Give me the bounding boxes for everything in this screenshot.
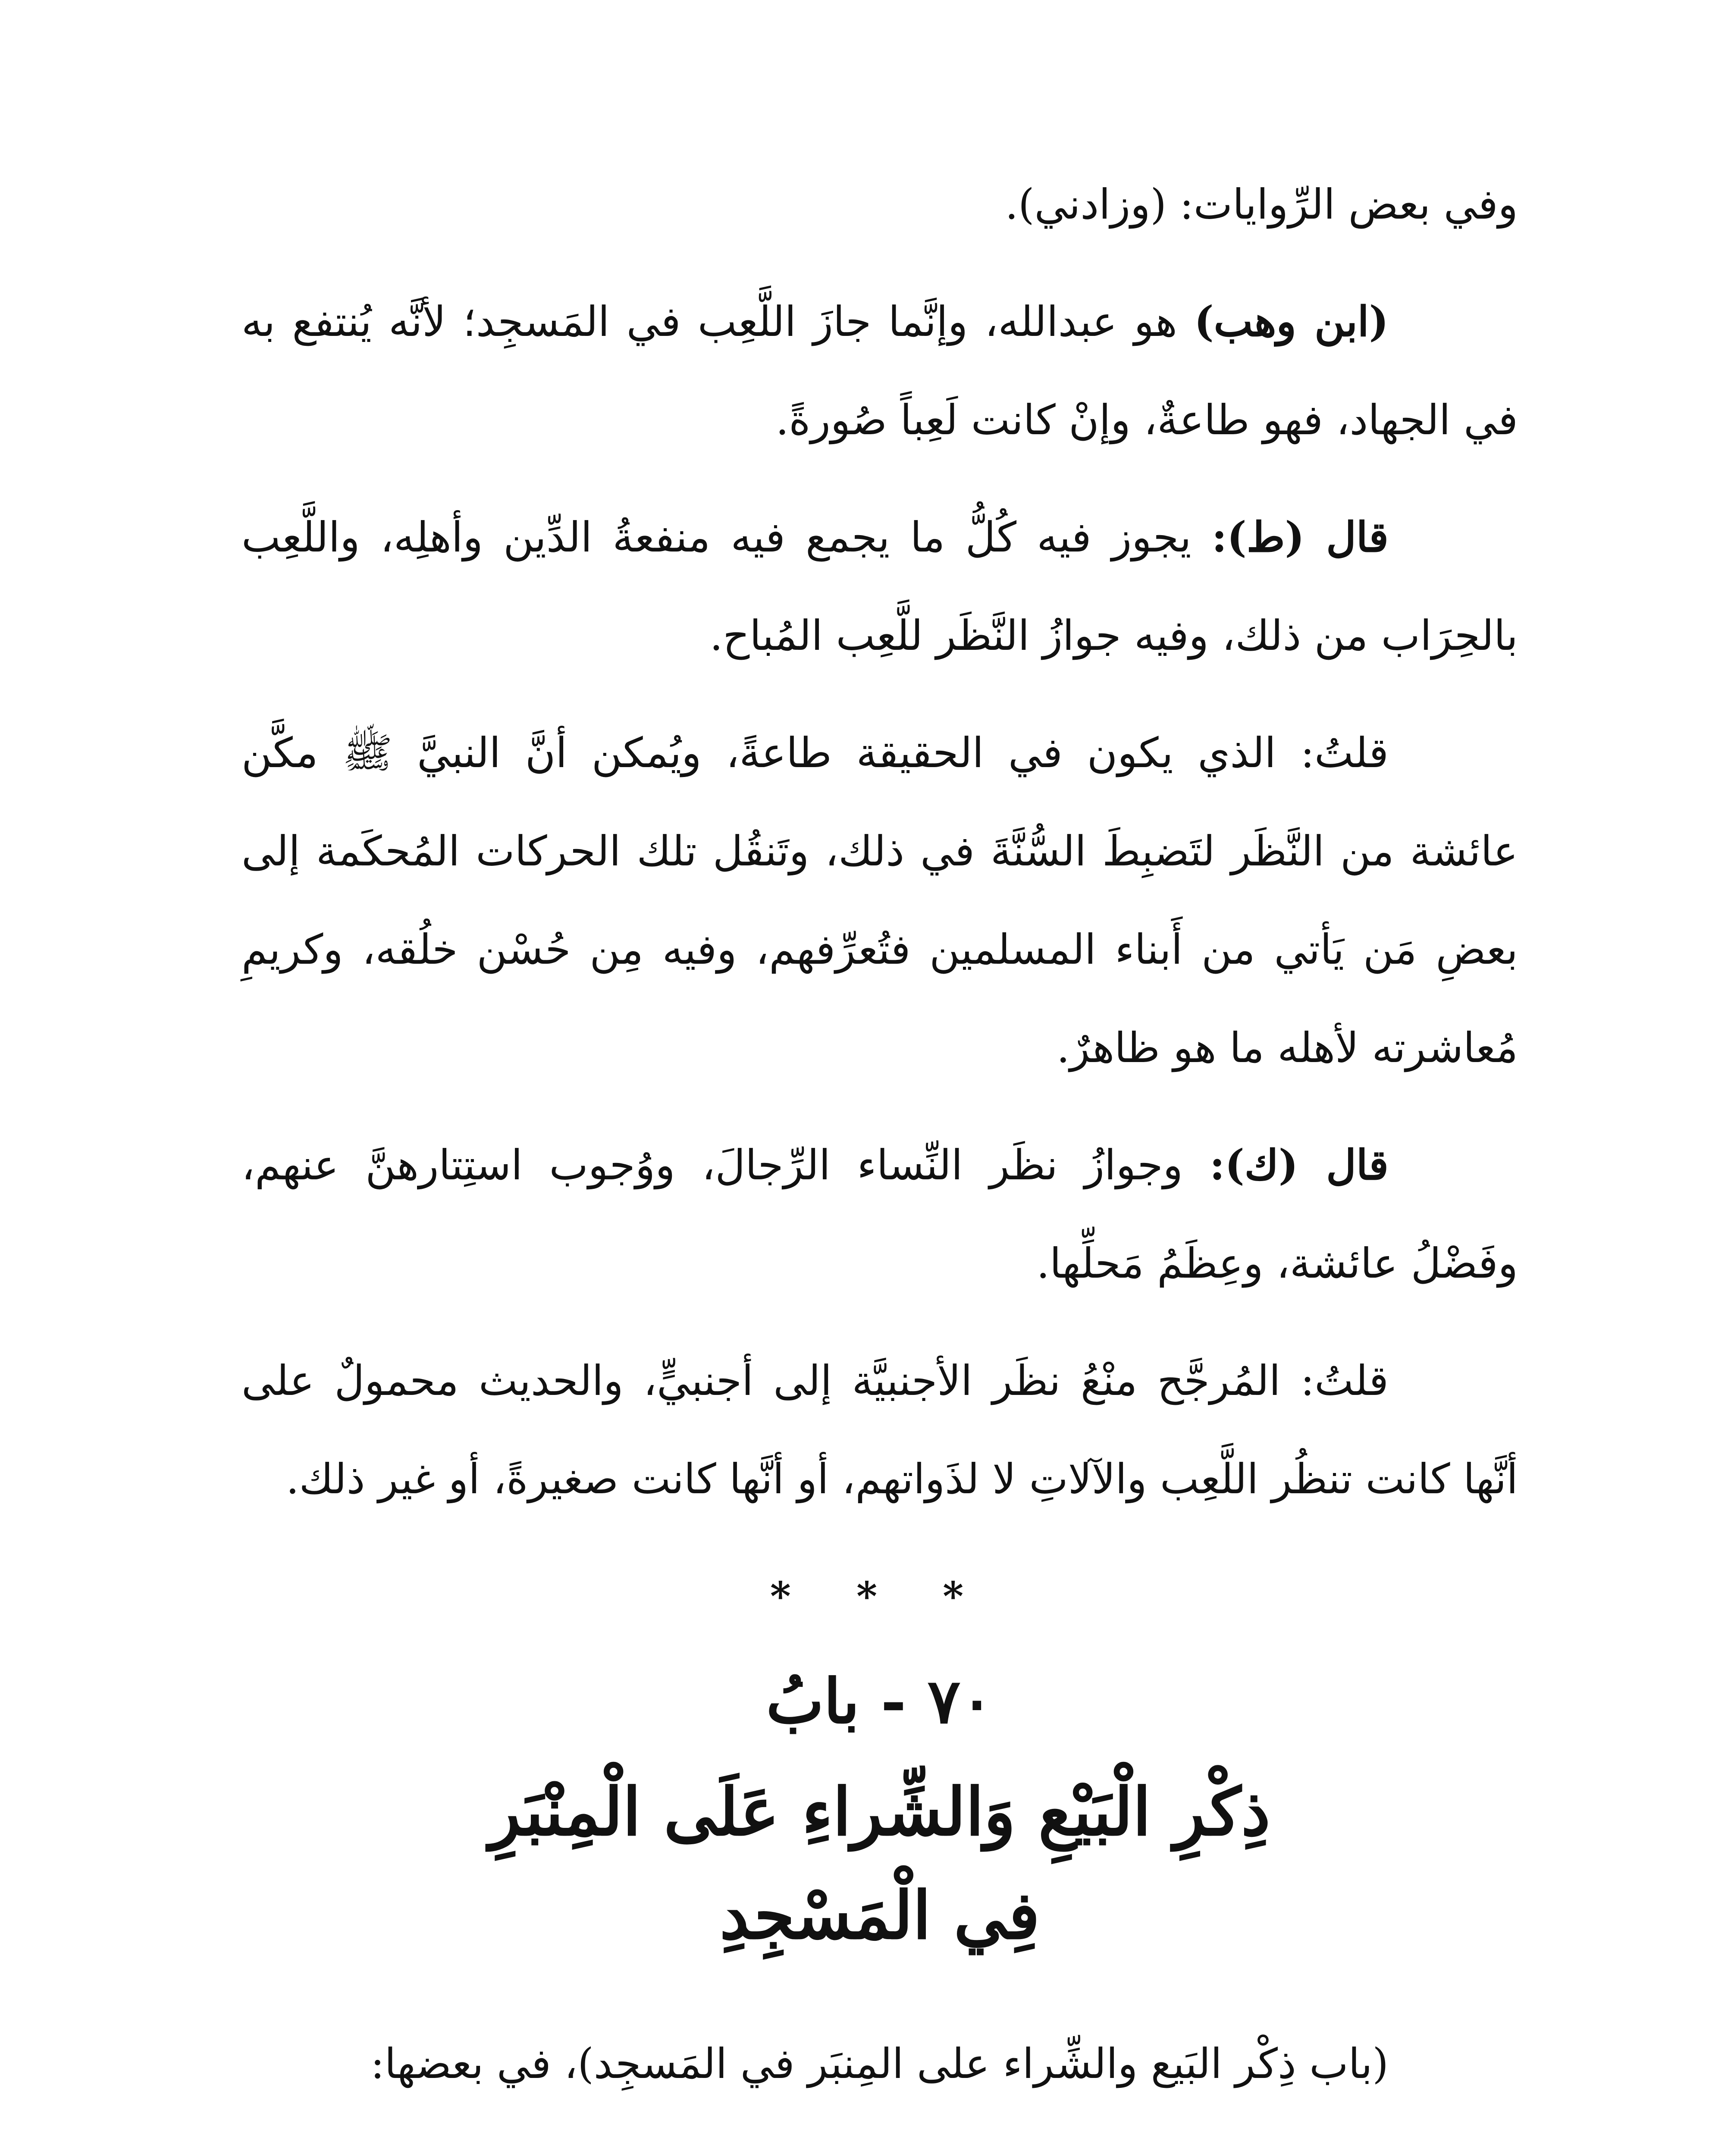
- chapter-title-line-1: ذِكْرِ الْبَيْعِ وَالشِّراءِ عَلَى الْمِنْبَرِ: [489, 1773, 1270, 1850]
- paragraph-5-label: قال (ك):: [1209, 1141, 1389, 1189]
- paragraph-3-label: قال (ط):: [1211, 513, 1389, 561]
- paragraph-4: [241, 704, 1518, 1097]
- main-text: [241, 155, 1518, 2132]
- paragraph-3-text: يجوز فيه كُلُّ ما يجمع فيه منفعةُ الدِّين وأهلِه، واللَّعِب بالحِرَاب من ذلك، وفيه جوازُ النَّظَر للَّعِب المُباح.: [241, 513, 1518, 660]
- paragraph-7-text: (باب ذِكْر البَيع والشِّراء على المِنبَر في المَسجِد)، في بعضها:: [370, 2040, 1389, 2088]
- chapter-heading: ٧٠ - بابُ: [766, 1666, 994, 1737]
- paragraph-4-text: قلتُ: الذي يكون في الحقيقة طاعةً، ويُمكن أنَّ النبيَّ ﷺ مكَّن عائشة من النَّظَر لتَضبِطَ السُّنَّةَ في ذلك، وتَنقُل تلك الحركات المُحكَمة إلى بعضِ مَن يَأتي من أَبناء المسلمين فتُعرِّفهم، وفيه مِن حُسْن خلُقه، وكريمِ مُعاشرته لأهله ما هو ظاهرٌ.: [241, 729, 1518, 1072]
- section-separator: * * *: [770, 1573, 990, 1620]
- paragraph-2: [241, 273, 1518, 469]
- paragraph-2-text: هو عبدالله، وإنَّما جازَ اللَّعِب في المَسجِد؛ لأنَّه يُنتفع به في الجهاد، فهو طاعةٌ، وإنْ كانت لَعِباً صُورةً.: [241, 298, 1518, 444]
- paragraph-5-text: وجوازُ نظَر النِّساء الرِّجالَ، ووُجوب استِتارهنَّ عنهم، وفَضْلُ عائشة، وعِظَمُ مَحلِّها.: [241, 1141, 1518, 1288]
- paragraph-6: [241, 1332, 1518, 1528]
- paragraph-1: [241, 155, 1518, 254]
- paragraph-2-label: (ابن وهب): [1194, 297, 1389, 346]
- chapter-title-line-2: فِي الْمَسْجِدِ: [719, 1877, 1040, 1954]
- paragraph-7: [241, 2015, 1518, 2113]
- paragraph-5: [241, 1116, 1518, 1313]
- paragraph-6-text: قلتُ: المُرجَّح منْعُ نظَر الأجنبيَّة إلى أجنبيٍّ، والحديث محمولٌ على أنَّها كانت تنظُر اللَّعِب والآلاتِ لا لذَواتهم، أو أنَّها كانت صغيرةً، أو غير ذلك.: [241, 1357, 1518, 1503]
- paragraph-1-text: وفي بعض الرِّوايات: (وزادني).: [1005, 180, 1518, 229]
- paragraph-3: [241, 488, 1518, 685]
